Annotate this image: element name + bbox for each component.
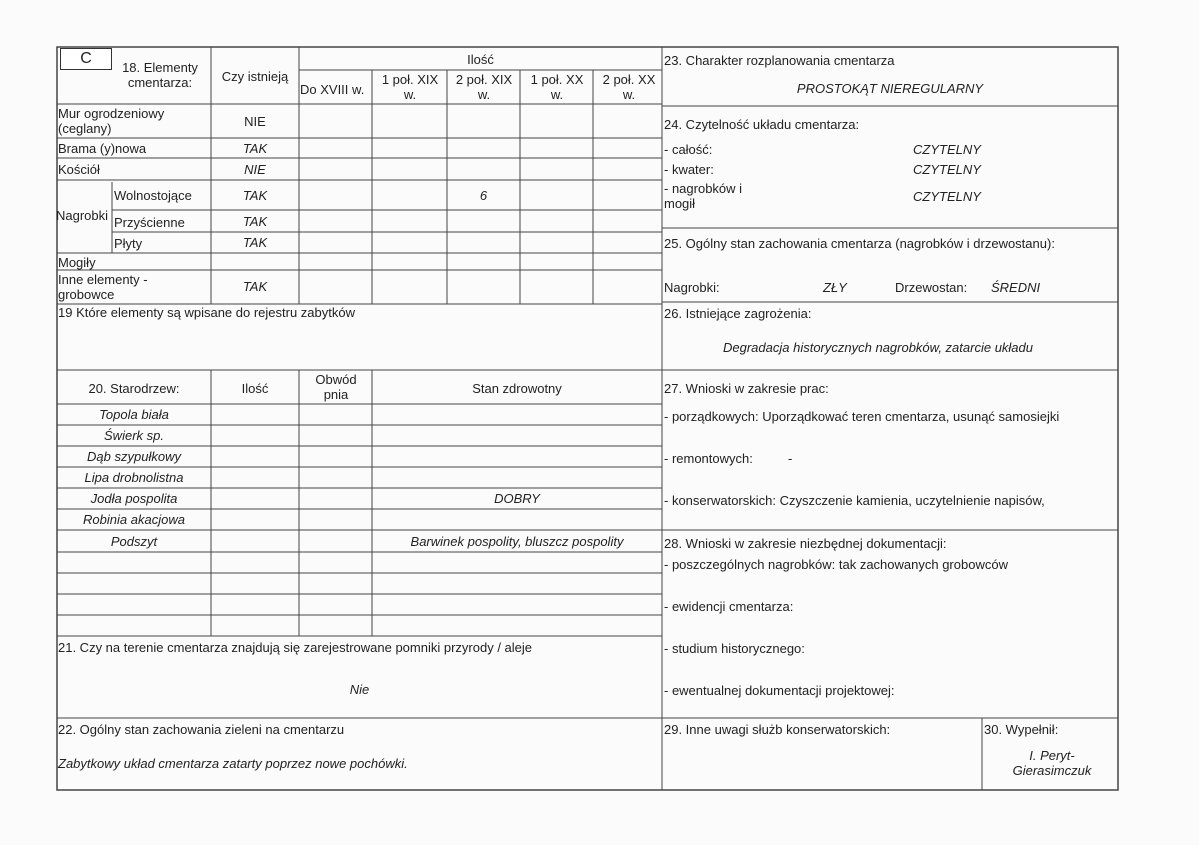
tree-stan: DOBRY	[494, 491, 540, 506]
s24-nagrobkow-value: CZYTELNY	[913, 189, 981, 204]
s18-header: 18. Elementy cmentarza:	[122, 60, 198, 90]
row-p2xix-wolnostojace: 6	[479, 188, 488, 203]
s25-nagrobki-label: Nagrobki:	[664, 280, 720, 295]
s21-value: Nie	[349, 682, 370, 697]
period-header: 2 poł. XX w.	[602, 72, 656, 102]
s26-label: 26. Istniejące zagrożenia:	[664, 306, 812, 321]
row-exists-brama: TAK	[242, 141, 268, 156]
row-label-plyty: Płyty	[114, 236, 143, 251]
s18-exists-header: Czy istnieją	[221, 69, 289, 84]
s24-kwater-label: - kwater:	[664, 162, 714, 177]
tree-name: Świerk sp.	[104, 428, 164, 443]
row-label-mogily: Mogiły	[58, 255, 96, 270]
row-label-wolnostojace: Wolnostojące	[114, 188, 192, 203]
period-header: Do XVIII w.	[300, 82, 365, 97]
row-exists-wolnostojace: TAK	[242, 188, 268, 203]
s22-value: Zabytkowy układ cmentarza zatarty poprzez nowe pochówki.	[58, 756, 408, 771]
s22-label: 22. Ogólny stan zachowania zieleni na cmentarzu	[58, 722, 345, 737]
s27-remontowych: - remontowych:	[664, 451, 753, 466]
row-exists-mur: NIE	[244, 114, 266, 129]
period-header: 1 poł. XIX w.	[381, 72, 439, 102]
row-exists-przyscienne: TAK	[242, 214, 268, 229]
s25-nagrobki-value: ZŁY	[823, 280, 847, 295]
s28-nagrobkow: - poszczególnych nagrobków: tak zachowanych grobowców	[664, 557, 1008, 572]
s23-value: PROSTOKĄT NIEREGULARNY	[796, 81, 984, 96]
row-label-nagrobki: Nagrobki	[56, 208, 109, 223]
s18-ilosc-header: Ilość	[467, 52, 494, 67]
section-letter-box: C	[60, 48, 112, 70]
tree-name: Lipa drobnolistna	[84, 470, 184, 485]
s19-label: 19 Które elementy są wpisane do rejestru zabytków	[58, 305, 355, 320]
s25-drzewostan-label: Drzewostan:	[895, 280, 968, 295]
row-label-przyscienne: Przyścienne	[114, 215, 185, 230]
s23-label: 23. Charakter rozplanowania cmentarza	[664, 53, 895, 68]
tree-name: Jodła pospolita	[90, 491, 178, 506]
period-header: 1 poł. XX w.	[530, 72, 584, 102]
row-label-kosciol: Kościół	[58, 162, 100, 177]
s28-studium: - studium historycznego:	[664, 641, 805, 656]
s27-konserwatorskich: - konserwatorskich: Czyszczenie kamienia, uczytelnienie napisów,	[664, 493, 1045, 508]
s20-ilosc-header: Ilość	[241, 381, 269, 396]
s28-projektowej: - ewentualnej dokumentacji projektowej:	[664, 683, 895, 698]
s27-porzadkowych: - porządkowych: Uporządkować teren cmentarza, usunąć samosiejki	[664, 409, 1060, 424]
row-exists-kosciol: NIE	[244, 162, 266, 177]
row-label-mur: Mur ogrodzeniowy (ceglany)	[58, 106, 165, 136]
s20-header: 20. Starodrzew:	[88, 381, 180, 396]
s28-ewidencji: - ewidencji cmentarza:	[664, 599, 794, 614]
tree-stan: Barwinek pospolity, bluszcz pospolity	[410, 534, 624, 549]
s20-stan-header: Stan zdrowotny	[472, 381, 562, 396]
period-header: 2 poł. XIX w.	[455, 72, 513, 102]
tree-name: Robinia akacjowa	[83, 512, 185, 527]
row-exists-plyty: TAK	[242, 235, 268, 250]
s25-drzewostan-value: ŚREDNI	[991, 280, 1041, 295]
s26-value: Degradacja historycznych nagrobków, zatarcie układu	[723, 340, 1034, 355]
tree-name: Topola biała	[99, 407, 169, 422]
s25-label: 25. Ogólny stan zachowania cmentarza (nagrobków i drzewostanu):	[664, 236, 1055, 251]
s24-nagrobkow-label: - nagrobków i mogił	[664, 181, 743, 211]
s29-label: 29. Inne uwagi służb konserwatorskich:	[664, 722, 891, 737]
s30-label: 30. Wypełnił:	[984, 722, 1059, 737]
s24-kwater-value: CZYTELNY	[913, 162, 981, 177]
row-label-brama: Brama (y)nowa	[58, 141, 147, 156]
s30-value: I. Peryt-Gierasimczuk	[1012, 748, 1092, 778]
s24-label: 24. Czytelność układu cmentarza:	[664, 117, 860, 132]
s21-label: 21. Czy na terenie cmentarza znajdują się zarejestrowane pomniki przyrody / aleje	[58, 640, 533, 655]
tree-name: Podszyt	[110, 534, 158, 549]
tree-name: Dąb szypułkowy	[87, 449, 181, 464]
s27-remontowych-value: -	[788, 451, 793, 466]
row-label-inne: Inne elementy - grobowce	[58, 272, 148, 302]
row-exists-inne: TAK	[242, 279, 268, 294]
s20-obwod-header: Obwód pnia	[315, 372, 357, 402]
s27-label: 27. Wnioski w zakresie prac:	[664, 381, 829, 396]
s24-calosc-label: - całość:	[664, 142, 713, 157]
s24-calosc-value: CZYTELNY	[913, 142, 981, 157]
s28-label: 28. Wnioski w zakresie niezbędnej dokumentacji:	[664, 536, 947, 551]
